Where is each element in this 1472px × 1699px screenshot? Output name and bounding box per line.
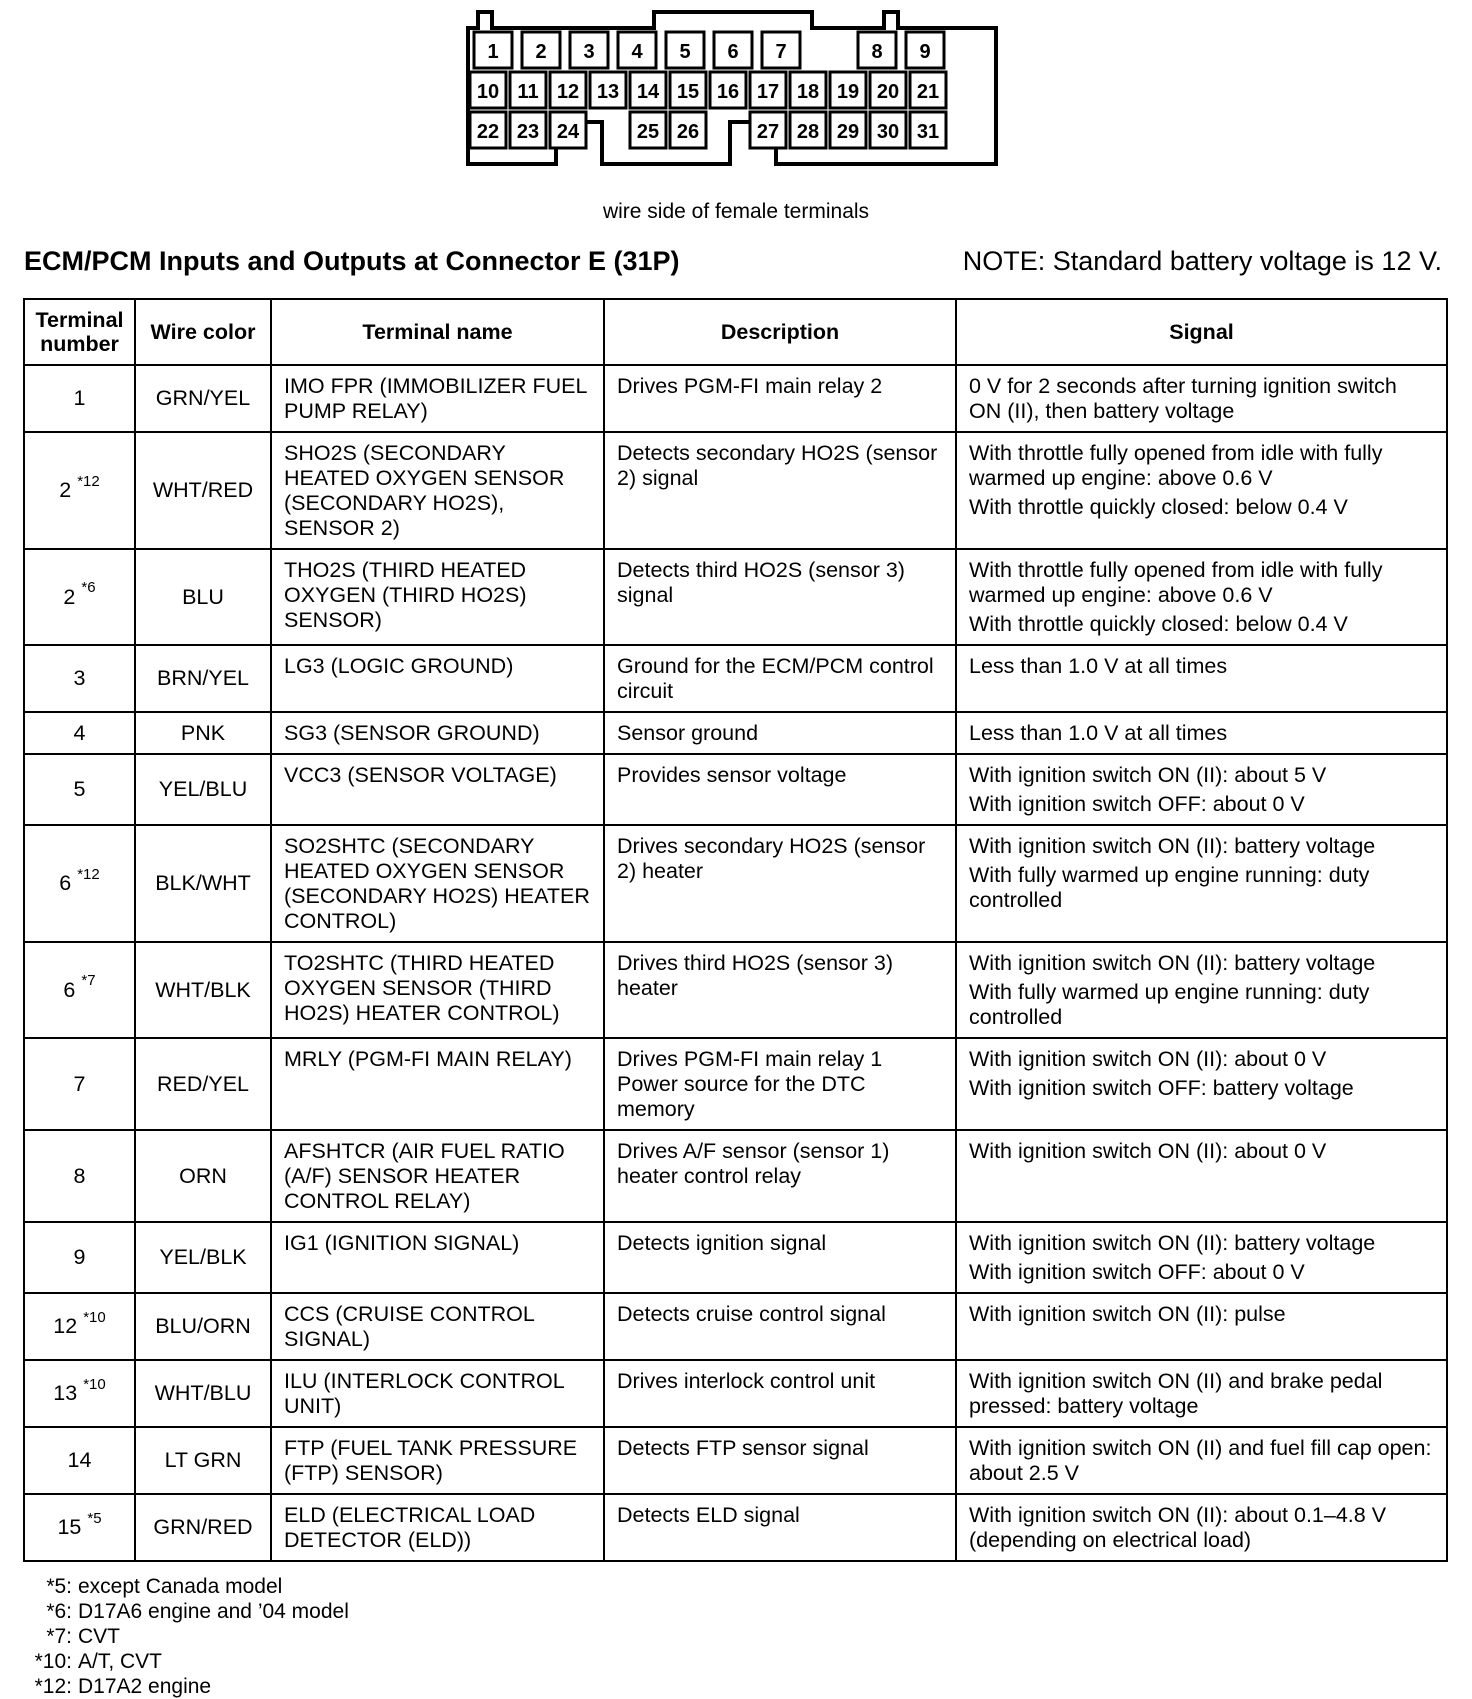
- signal-cell: [956, 1130, 1447, 1222]
- terminal-name-cell: THO2S (THIRD HEATED OXYGEN (THIRD HO2S) SENSOR): [271, 549, 604, 645]
- signal-line: With ignition switch ON (II): battery voltage: [969, 951, 1376, 975]
- footnote-text: CVT: [78, 1625, 120, 1648]
- table-row: [24, 1130, 1447, 1222]
- pin-number: 5: [679, 41, 691, 63]
- pin-number: 12: [556, 81, 580, 103]
- description-cell: Detects cruise control signal: [604, 1293, 956, 1360]
- signal-line: With throttle fully opened from idle with fully warmed up engine: above 0.6 V: [969, 441, 1383, 490]
- footnote: [22, 1674, 349, 1699]
- terminal-name-cell: VCC3 (SENSOR VOLTAGE): [271, 754, 604, 825]
- pin-number: 1: [487, 41, 499, 63]
- footnote-key: *12:: [34, 1675, 72, 1698]
- wire-color-cell: PNK: [135, 712, 271, 754]
- footnote: [22, 1599, 349, 1624]
- io-table: [23, 298, 1448, 1562]
- pin-number: 6: [727, 41, 739, 63]
- description-cell: Provides sensor voltage: [604, 754, 956, 825]
- terminal-name-cell: SHO2S (SECONDARY HEATED OXYGEN SENSOR (SECONDARY HO2S), SENSOR 2): [271, 432, 604, 549]
- pin-number: 26: [676, 121, 700, 143]
- wire-color-cell: LT GRN: [135, 1427, 271, 1494]
- pin-number: 13: [596, 81, 620, 103]
- connector-diagram: [460, 8, 1000, 168]
- pin-number: 20: [876, 81, 900, 103]
- pin-number: 8: [871, 41, 883, 63]
- footnote: [22, 1574, 349, 1599]
- terminal-number-cell: [24, 712, 135, 754]
- table-body: [24, 365, 1447, 1561]
- description-cell: Drives interlock control unit: [604, 1360, 956, 1427]
- table-row: [24, 549, 1447, 645]
- terminal-name-cell: FTP (FUEL TANK PRESSURE (FTP) SENSOR): [271, 1427, 604, 1494]
- pin-number: 17: [756, 81, 780, 103]
- description-cell: Detects ELD signal: [604, 1494, 956, 1561]
- signal-line: Less than 1.0 V at all times: [969, 654, 1228, 678]
- wire-color-cell: BLU/ORN: [135, 1293, 271, 1360]
- terminal-footnote-ref: *12: [77, 472, 100, 490]
- signal-cell: [956, 712, 1447, 754]
- pin-number: 4: [631, 41, 643, 63]
- description-cell: Detects secondary HO2S (sensor 2) signal: [604, 432, 956, 549]
- signal-cell: [956, 432, 1447, 549]
- wire-color-cell: YEL/BLK: [135, 1222, 271, 1293]
- pin-number: 22: [476, 121, 500, 143]
- signal-cell: [956, 1222, 1447, 1293]
- pin-number: 31: [916, 121, 940, 143]
- wire-color-cell: WHT/RED: [135, 432, 271, 549]
- wire-color-cell: BRN/YEL: [135, 645, 271, 712]
- table-row: [24, 1427, 1447, 1494]
- signal-line: Less than 1.0 V at all times: [969, 721, 1228, 745]
- terminal-name-cell: ELD (ELECTRICAL LOAD DETECTOR (ELD)): [271, 1494, 604, 1561]
- table-row: [24, 1222, 1447, 1293]
- terminal-number-cell: [24, 942, 135, 1038]
- footnote-text: D17A6 engine and ’04 model: [78, 1600, 349, 1623]
- footnote-text: A/T, CVT: [78, 1650, 163, 1673]
- table-row: [24, 942, 1447, 1038]
- table-row: [24, 645, 1447, 712]
- signal-cell: [956, 1293, 1447, 1360]
- signal-cell: [956, 825, 1447, 942]
- description-cell: Drives PGM-FI main relay 1 Power source for the DTC memory: [604, 1038, 956, 1130]
- terminal-number: 6: [59, 871, 72, 895]
- signal-line: With ignition switch ON (II): battery voltage: [969, 834, 1376, 858]
- signal-line: With ignition switch ON (II): battery voltage: [969, 1231, 1376, 1255]
- connector-pins: [470, 32, 946, 148]
- signal-cell: [956, 1360, 1447, 1427]
- wire-color-cell: WHT/BLK: [135, 942, 271, 1038]
- signal-line: With ignition switch ON (II): about 0 V: [969, 1047, 1327, 1071]
- terminal-name-cell: TO2SHTC (THIRD HEATED OXYGEN SENSOR (THIRD HO2S) HEATER CONTROL): [271, 942, 604, 1038]
- pin-number: 30: [876, 121, 900, 143]
- description-cell: Detects FTP sensor signal: [604, 1427, 956, 1494]
- footnote-key: *5:: [46, 1575, 72, 1598]
- table-row: [24, 432, 1447, 549]
- table-row: [24, 1038, 1447, 1130]
- terminal-number: 8: [73, 1163, 86, 1188]
- terminal-footnote-ref: *5: [87, 1509, 102, 1527]
- pin-number: 11: [517, 81, 539, 103]
- terminal-number-cell: [24, 549, 135, 645]
- terminal-number: 1: [73, 386, 86, 410]
- footnote-key: *10:: [34, 1650, 72, 1673]
- description-cell: Detects third HO2S (sensor 3) signal: [604, 549, 956, 645]
- signal-cell: [956, 549, 1447, 645]
- signal-line: With fully warmed up engine running: duty controlled: [969, 980, 1370, 1029]
- col-terminal-name: Terminal name: [271, 299, 604, 365]
- terminal-number-cell: [24, 1427, 135, 1494]
- pin-number: 16: [716, 81, 740, 103]
- pin-number: 25: [636, 121, 660, 143]
- pin-number: 9: [919, 41, 931, 63]
- pin-number: 27: [756, 121, 780, 143]
- terminal-number: 2: [63, 584, 76, 609]
- signal-cell: [956, 1427, 1447, 1494]
- footnote-text: except Canada model: [78, 1575, 283, 1598]
- table-row: [24, 825, 1447, 942]
- col-signal: Signal: [956, 299, 1447, 365]
- battery-note: NOTE: Standard battery voltage is 12 V.: [962, 246, 1442, 276]
- terminal-name-cell: SO2SHTC (SECONDARY HEATED OXYGEN SENSOR (SECONDARY HO2S) HEATER CONTROL): [271, 825, 604, 942]
- terminal-number-cell: [24, 1494, 135, 1561]
- terminal-number-cell: [24, 1222, 135, 1293]
- footnote: [22, 1624, 349, 1649]
- terminal-name-cell: IG1 (IGNITION SIGNAL): [271, 1222, 604, 1293]
- signal-line: With ignition switch ON (II): about 0 V: [969, 1139, 1327, 1163]
- signal-line: With ignition switch ON (II): about 5 V: [969, 763, 1327, 787]
- signal-cell: [956, 1038, 1447, 1130]
- footnote-key: *6:: [46, 1600, 72, 1623]
- signal-cell: [956, 942, 1447, 1038]
- description-cell: Drives secondary HO2S (sensor 2) heater: [604, 825, 956, 942]
- description-cell: Drives third HO2S (sensor 3) heater: [604, 942, 956, 1038]
- signal-line: With fully warmed up engine running: duty controlled: [969, 863, 1370, 912]
- description-cell: Drives PGM-FI main relay 2: [604, 365, 956, 432]
- terminal-name-cell: ILU (INTERLOCK CONTROL UNIT): [271, 1360, 604, 1427]
- pin-number: 28: [796, 121, 820, 143]
- wire-color-cell: WHT/BLU: [135, 1360, 271, 1427]
- table-row: [24, 365, 1447, 432]
- wire-color-cell: BLK/WHT: [135, 825, 271, 942]
- pin-number: 23: [516, 121, 540, 143]
- terminal-footnote-ref: *6: [81, 579, 96, 597]
- terminal-number: 12: [53, 1314, 78, 1338]
- col-terminal-number: Terminal number: [24, 299, 135, 365]
- terminal-number-cell: [24, 432, 135, 549]
- col-description: Description: [604, 299, 956, 365]
- pin-number: 18: [796, 81, 820, 103]
- pin-number: 7: [775, 41, 787, 63]
- terminal-name-cell: CCS (CRUISE CONTROL SIGNAL): [271, 1293, 604, 1360]
- col-wire-color: Wire color: [135, 299, 271, 365]
- connector-caption: wire side of female terminals: [602, 200, 870, 223]
- signal-line: With ignition switch ON (II) and fuel fill cap open: about 2.5 V: [969, 1436, 1432, 1485]
- description-cell: Sensor ground: [604, 712, 956, 754]
- signal-cell: [956, 1494, 1447, 1561]
- terminal-number: 4: [73, 720, 86, 745]
- pin-number: 19: [836, 81, 860, 103]
- pin-number: 15: [676, 81, 700, 103]
- signal-line: With ignition switch ON (II) and brake pedal pressed: battery voltage: [969, 1369, 1383, 1418]
- table-row: [24, 754, 1447, 825]
- terminal-number-cell: [24, 365, 135, 432]
- terminal-number: 14: [67, 1448, 92, 1472]
- table-header-row: [24, 299, 1447, 365]
- terminal-number-cell: [24, 1360, 135, 1427]
- table-row: [24, 1293, 1447, 1360]
- signal-line: With ignition switch OFF: about 0 V: [969, 792, 1305, 816]
- signal-line: With ignition switch ON (II): about 0.1–4.8 V (depending on electrical load): [969, 1503, 1387, 1552]
- wire-color-cell: YEL/BLU: [135, 754, 271, 825]
- wire-color-cell: GRN/RED: [135, 1494, 271, 1561]
- pin-number: 21: [916, 81, 940, 103]
- description-cell: Ground for the ECM/PCM control circuit: [604, 645, 956, 712]
- terminal-footnote-ref: *7: [81, 972, 96, 990]
- terminal-number: 9: [73, 1245, 86, 1269]
- terminal-number-cell: [24, 1293, 135, 1360]
- wire-color-cell: RED/YEL: [135, 1038, 271, 1130]
- page-title: ECM/PCM Inputs and Outputs at Connector E (31P): [24, 246, 680, 276]
- wire-color-cell: GRN/YEL: [135, 365, 271, 432]
- terminal-footnote-ref: *12: [77, 865, 100, 883]
- terminal-number: 5: [73, 777, 86, 801]
- terminal-name-cell: AFSHTCR (AIR FUEL RATIO (A/F) SENSOR HEATER CONTROL RELAY): [271, 1130, 604, 1222]
- pin-number: 29: [836, 121, 860, 143]
- table-row: [24, 1360, 1447, 1427]
- terminal-number-cell: [24, 645, 135, 712]
- pin-number: 14: [636, 81, 660, 103]
- pin-number: 2: [535, 41, 547, 63]
- terminal-footnote-ref: *10: [83, 1375, 106, 1393]
- footnotes: [22, 1574, 349, 1699]
- terminal-number: 7: [73, 1071, 86, 1096]
- terminal-number: 3: [73, 666, 86, 690]
- signal-line: With throttle fully opened from idle with fully warmed up engine: above 0.6 V: [969, 558, 1383, 607]
- pin-number: 3: [583, 41, 595, 63]
- signal-line: With ignition switch OFF: about 0 V: [969, 1260, 1305, 1284]
- terminal-name-cell: IMO FPR (IMMOBILIZER FUEL PUMP RELAY): [271, 365, 604, 432]
- wire-color-cell: ORN: [135, 1130, 271, 1222]
- table-row: [24, 1494, 1447, 1561]
- io-table-wrapper: [23, 298, 1448, 1562]
- description-cell: Drives A/F sensor (sensor 1) heater control relay: [604, 1130, 956, 1222]
- pin-number: 24: [556, 121, 580, 143]
- pin-number: 10: [476, 81, 500, 103]
- terminal-name-cell: LG3 (LOGIC GROUND): [271, 645, 604, 712]
- signal-line: With throttle quickly closed: below 0.4 V: [969, 612, 1348, 636]
- signal-cell: [956, 645, 1447, 712]
- terminal-number-cell: [24, 825, 135, 942]
- footnote-key: *7:: [46, 1625, 72, 1648]
- signal-cell: [956, 365, 1447, 432]
- signal-line: With throttle quickly closed: below 0.4 V: [969, 495, 1348, 519]
- wire-color-cell: BLU: [135, 549, 271, 645]
- terminal-number: 13: [53, 1381, 78, 1405]
- terminal-number: 15: [57, 1515, 82, 1539]
- description-cell: Detects ignition signal: [604, 1222, 956, 1293]
- terminal-number-cell: [24, 1130, 135, 1222]
- terminal-name-cell: SG3 (SENSOR GROUND): [271, 712, 604, 754]
- terminal-number: 6: [63, 977, 76, 1002]
- terminal-number: 2: [59, 478, 72, 502]
- terminal-number-cell: [24, 1038, 135, 1130]
- signal-line: 0 V for 2 seconds after turning ignition switch ON (II), then battery voltage: [969, 374, 1397, 423]
- signal-line: With ignition switch OFF: battery voltage: [969, 1076, 1354, 1100]
- terminal-name-cell: MRLY (PGM-FI MAIN RELAY): [271, 1038, 604, 1130]
- footnote: [22, 1649, 349, 1674]
- footnote-text: D17A2 engine: [78, 1675, 212, 1698]
- signal-cell: [956, 754, 1447, 825]
- table-row: [24, 712, 1447, 754]
- terminal-footnote-ref: *10: [83, 1308, 106, 1326]
- signal-line: With ignition switch ON (II): pulse: [969, 1302, 1286, 1326]
- terminal-number-cell: [24, 754, 135, 825]
